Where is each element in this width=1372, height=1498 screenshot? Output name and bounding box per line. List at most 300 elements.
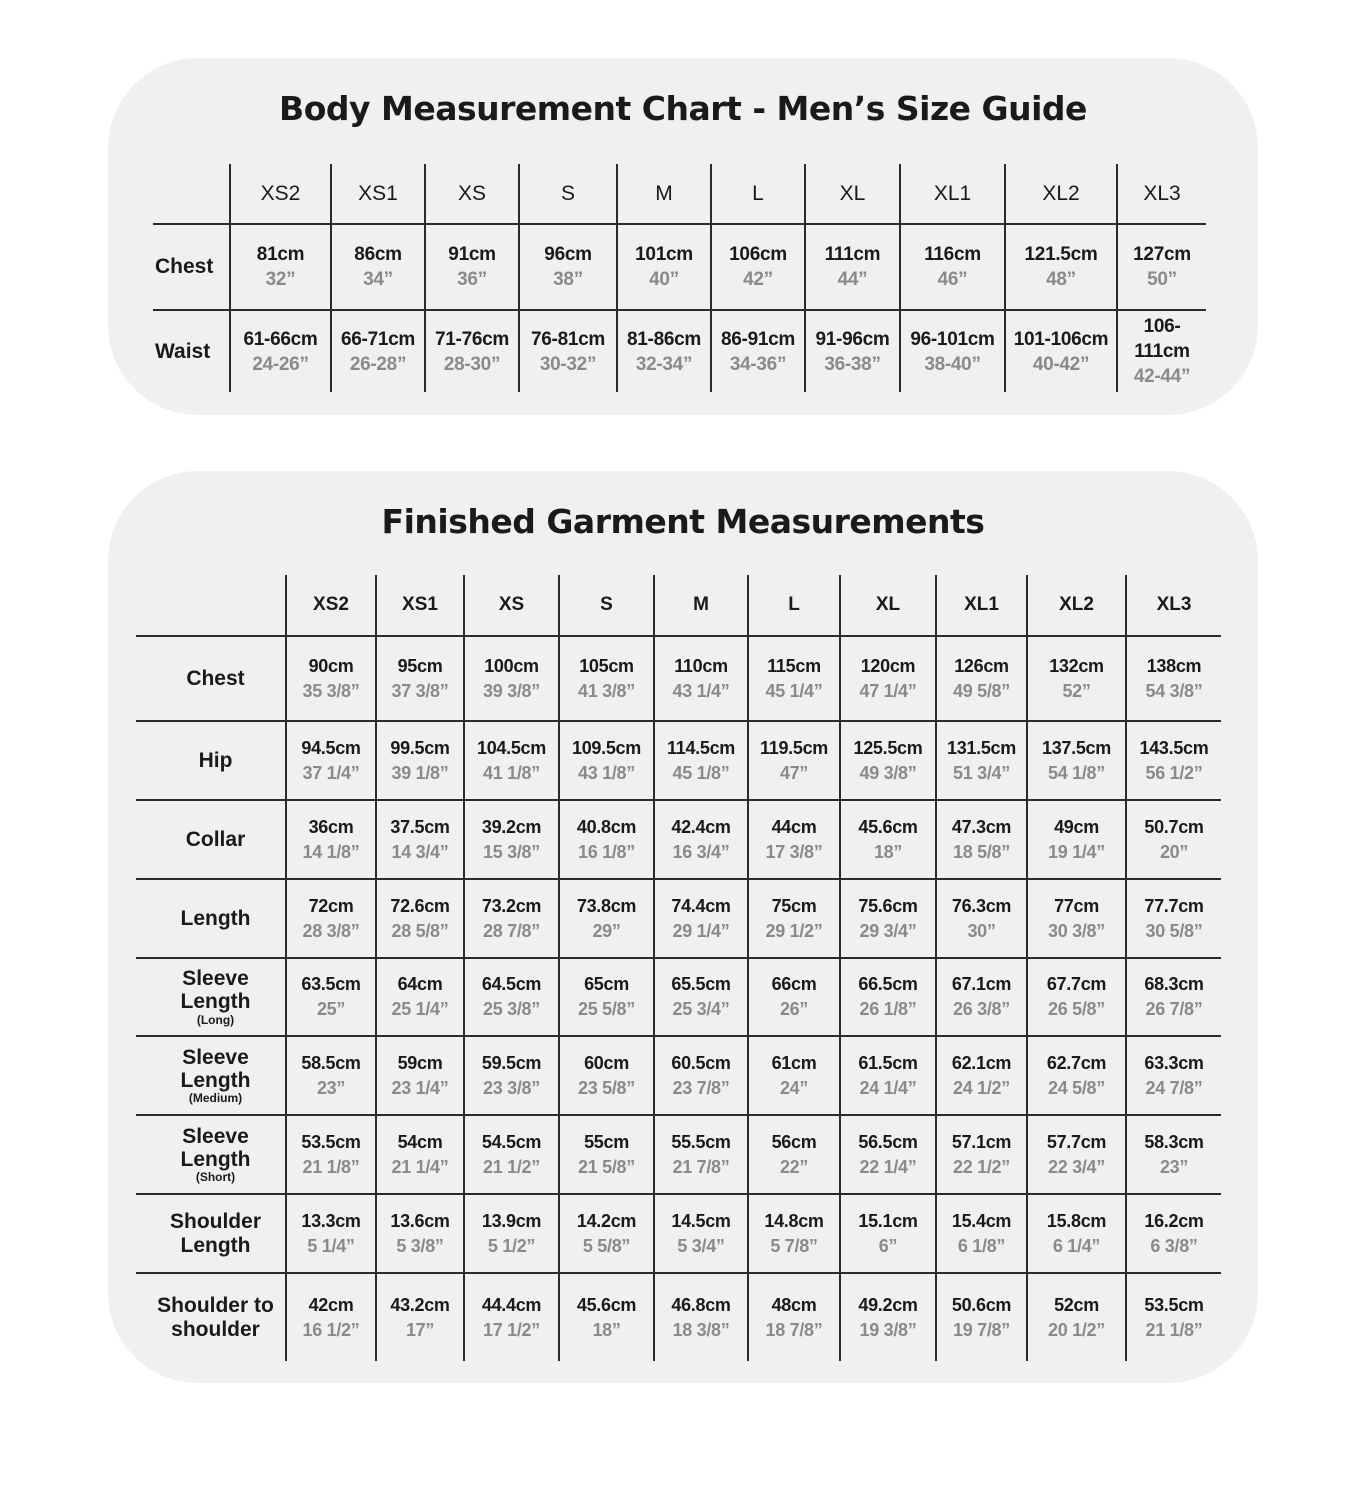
measurement-cell	[1027, 1036, 1126, 1115]
measurement-cell	[376, 1273, 464, 1361]
size-header: L	[748, 575, 840, 636]
inch-value: 26 5/8”	[1048, 999, 1105, 1019]
inch-value: 23”	[316, 1077, 346, 1098]
measurement-cell	[840, 1115, 936, 1194]
measurement-cell	[376, 636, 464, 721]
inch-value: 56 1/2”	[1145, 762, 1203, 783]
row-label-text: Shoulder to shoulder	[157, 1294, 274, 1341]
inch-value: 36”	[457, 269, 487, 290]
row-label-text: Hip	[198, 748, 233, 772]
measurement-cell	[331, 224, 425, 310]
cm-value: 15.1cm	[858, 1210, 918, 1231]
measurement-cell	[936, 958, 1027, 1036]
inch-value: 43 1/8”	[578, 762, 635, 783]
inch-value: 38-40”	[924, 353, 981, 375]
measurement-cell	[1126, 636, 1221, 721]
cm-value: 44cm	[771, 816, 817, 837]
size-header: XL2	[1027, 575, 1126, 636]
garment-measurement-panel	[108, 471, 1258, 1383]
inch-value: 21 5/8”	[578, 1156, 635, 1177]
cm-value: 72cm	[308, 895, 354, 916]
row-label-text: Shoulder Length	[169, 1210, 261, 1257]
inch-value: 24 1/4”	[859, 1077, 917, 1098]
inch-value: 21 1/4”	[391, 1156, 449, 1177]
measurement-cell	[286, 1036, 376, 1115]
cm-value: 15.8cm	[1046, 1210, 1107, 1231]
measurement-cell	[711, 224, 805, 310]
inch-value: 34”	[363, 269, 393, 290]
measurement-cell	[748, 800, 840, 879]
inch-value: 19 1/4”	[1048, 841, 1105, 862]
cm-value: 37.5cm	[390, 816, 450, 837]
cm-value: 75cm	[771, 895, 817, 916]
row-label-text: Sleeve Length	[180, 967, 251, 1014]
size-header: XL	[805, 164, 900, 224]
measurement-cell	[331, 310, 425, 392]
inch-value: 28-30”	[443, 353, 501, 375]
cm-value: 46.8cm	[671, 1294, 731, 1315]
cm-value: 110cm	[674, 655, 728, 676]
inch-value: 25 5/8”	[578, 999, 635, 1019]
size-header: XS1	[376, 575, 464, 636]
inch-value: 22 1/2”	[953, 1156, 1010, 1177]
cm-value: 99.5cm	[390, 737, 450, 758]
measurement-cell	[617, 224, 711, 310]
cm-value: 71-76cm	[435, 328, 509, 350]
inch-value: 14 3/4”	[391, 841, 449, 862]
inch-value: 38”	[553, 269, 583, 290]
cm-value: 81-86cm	[627, 328, 701, 350]
cm-value: 40.8cm	[576, 816, 637, 837]
cm-value: 62.7cm	[1046, 1052, 1107, 1073]
inch-value: 23”	[1159, 1156, 1189, 1177]
size-header: M	[617, 164, 711, 224]
cm-value: 55.5cm	[671, 1131, 731, 1152]
measurement-cell	[1126, 1036, 1221, 1115]
cm-value: 106cm	[729, 244, 787, 265]
corner-cell	[136, 575, 286, 636]
body-measurement-panel	[108, 58, 1258, 415]
inch-value: 22 3/4”	[1048, 1156, 1105, 1177]
measurement-cell	[711, 310, 805, 392]
inch-value: 37 3/8”	[391, 680, 449, 701]
measurement-cell	[559, 1194, 654, 1273]
size-header: XS1	[331, 164, 425, 224]
inch-value: 5 3/8”	[396, 1235, 444, 1256]
measurement-cell	[286, 1273, 376, 1361]
inch-value: 25 3/8”	[483, 999, 540, 1019]
inch-value: 6”	[878, 1235, 898, 1256]
measurement-cell	[936, 721, 1027, 800]
inch-value: 50”	[1147, 269, 1177, 290]
measurement-cell	[376, 879, 464, 958]
cm-value: 16.2cm	[1144, 1210, 1204, 1231]
cm-value: 137.5cm	[1042, 737, 1111, 758]
table-row	[136, 879, 1221, 958]
measurement-cell	[559, 1273, 654, 1361]
measurement-cell	[376, 1115, 464, 1194]
cm-value: 53.5cm	[301, 1131, 361, 1152]
cm-value: 59cm	[397, 1052, 443, 1073]
measurement-cell	[840, 1273, 936, 1361]
measurement-cell	[1027, 1194, 1126, 1273]
inch-value: 19 7/8”	[953, 1319, 1010, 1340]
measurement-cell	[654, 1036, 748, 1115]
inch-value: 5 7/8”	[770, 1235, 818, 1256]
measurement-cell	[936, 800, 1027, 879]
measurement-cell	[559, 1115, 654, 1194]
measurement-cell	[1005, 310, 1117, 392]
row-label	[136, 1273, 286, 1361]
cm-value: 138cm	[1146, 655, 1202, 676]
inch-value: 30 3/8”	[1048, 920, 1105, 941]
inch-value: 6 1/4”	[1052, 1235, 1101, 1256]
measurement-cell	[286, 800, 376, 879]
measurement-cell	[840, 879, 936, 958]
cm-value: 94.5cm	[301, 737, 361, 758]
cm-value: 65cm	[584, 974, 629, 994]
measurement-cell	[654, 721, 748, 800]
table-row	[136, 958, 1221, 1036]
row-label-text: Chest	[155, 255, 214, 279]
row-label-text: Chest	[186, 666, 245, 690]
inch-value: 29”	[592, 920, 621, 941]
table-row	[136, 721, 1221, 800]
measurement-cell	[1126, 1273, 1221, 1361]
measurement-cell	[464, 636, 559, 721]
inch-value: 52”	[1062, 680, 1091, 701]
measurement-cell	[654, 800, 748, 879]
inch-value: 24”	[779, 1077, 809, 1098]
cm-value: 60cm	[584, 1052, 629, 1073]
measurement-cell	[464, 1273, 559, 1361]
garment-measurement-table	[136, 575, 1221, 1361]
size-header: XL	[840, 575, 936, 636]
inch-value: 49 5/8”	[953, 680, 1010, 701]
measurement-cell	[936, 1194, 1027, 1273]
row-label	[153, 310, 230, 392]
row-sublabel: (Medium)	[188, 1091, 243, 1105]
inch-value: 29 1/4”	[672, 920, 730, 941]
cm-value: 50.6cm	[951, 1294, 1012, 1315]
measurement-cell	[559, 636, 654, 721]
cm-value: 96-101cm	[910, 328, 995, 350]
cm-value: 49.2cm	[858, 1294, 918, 1315]
cm-value: 57.7cm	[1046, 1131, 1107, 1152]
cm-value: 52cm	[1054, 1294, 1099, 1315]
cm-value: 58.3cm	[1144, 1131, 1204, 1152]
measurement-cell	[805, 224, 900, 310]
measurement-cell	[464, 1194, 559, 1273]
measurement-cell	[1027, 879, 1126, 958]
cm-value: 119.5cm	[760, 737, 828, 758]
inch-value: 29 3/4”	[859, 920, 917, 941]
cm-value: 126cm	[954, 655, 1009, 676]
measurement-cell	[559, 721, 654, 800]
measurement-cell	[1027, 636, 1126, 721]
cm-value: 42.4cm	[671, 816, 731, 837]
inch-value: 24 5/8”	[1048, 1077, 1105, 1098]
inch-value: 29 1/2”	[765, 920, 823, 941]
cm-value: 57.1cm	[951, 1131, 1012, 1152]
inch-value: 5 3/4”	[677, 1235, 725, 1256]
cm-value: 15.4cm	[951, 1210, 1012, 1231]
cm-value: 59.5cm	[481, 1052, 542, 1073]
cm-value: 13.9cm	[481, 1210, 542, 1231]
cm-value: 61-66cm	[243, 328, 318, 350]
row-label	[136, 958, 286, 1036]
inch-value: 24 7/8”	[1145, 1077, 1203, 1098]
cm-value: 36cm	[308, 816, 354, 837]
size-header: XL1	[900, 164, 1005, 224]
cm-value: 68.3cm	[1144, 974, 1204, 994]
measurement-cell	[376, 800, 464, 879]
measurement-cell	[748, 1115, 840, 1194]
row-label	[153, 224, 230, 310]
cm-value: 48cm	[771, 1294, 817, 1315]
table-row	[136, 1036, 1221, 1115]
measurement-cell	[748, 1036, 840, 1115]
cm-value: 66-71cm	[341, 328, 415, 350]
cm-value: 86cm	[354, 244, 402, 265]
measurement-cell	[840, 636, 936, 721]
inch-value: 23 7/8”	[672, 1077, 730, 1098]
measurement-cell	[519, 224, 617, 310]
cm-value: 54.5cm	[481, 1131, 542, 1152]
measurement-cell	[748, 1194, 840, 1273]
row-label	[136, 1194, 286, 1273]
measurement-cell	[519, 310, 617, 392]
measurement-cell	[559, 879, 654, 958]
inch-value: 18”	[592, 1319, 621, 1340]
inch-value: 35 3/8”	[302, 680, 360, 701]
cm-value: 100cm	[484, 655, 539, 676]
size-header: XS	[464, 575, 559, 636]
measurement-cell	[559, 958, 654, 1036]
measurement-cell	[464, 721, 559, 800]
inch-value: 37 1/4”	[302, 762, 360, 783]
inch-value: 54 3/8”	[1145, 680, 1203, 701]
measurement-cell	[464, 958, 559, 1036]
cm-value: 132cm	[1049, 655, 1104, 676]
inch-value: 46”	[937, 269, 968, 290]
inch-value: 22 1/4”	[859, 1156, 917, 1177]
inch-value: 28 5/8”	[391, 920, 449, 941]
row-label-text: Sleeve Length	[180, 1045, 251, 1092]
measurement-cell	[376, 1194, 464, 1273]
inch-value: 17”	[405, 1319, 435, 1340]
measurement-cell	[654, 1115, 748, 1194]
inch-value: 18 7/8”	[765, 1319, 823, 1340]
cm-value: 54cm	[397, 1131, 443, 1152]
measurement-cell	[1117, 310, 1206, 392]
measurement-cell	[286, 721, 376, 800]
inch-value: 23 1/4”	[391, 1077, 449, 1098]
cm-value: 76.3cm	[951, 895, 1012, 916]
row-label	[136, 636, 286, 721]
cm-value: 64.5cm	[481, 974, 542, 994]
measurement-cell	[1027, 1273, 1126, 1361]
measurement-cell	[425, 224, 519, 310]
cm-value: 90cm	[308, 655, 354, 676]
measurement-cell	[654, 958, 748, 1036]
inch-value: 42-44”	[1133, 366, 1191, 387]
inch-value: 18 3/8”	[672, 1319, 730, 1340]
cm-value: 101cm	[635, 244, 693, 265]
cm-value: 14.8cm	[764, 1210, 824, 1231]
row-sublabel: (Long)	[196, 1012, 235, 1027]
cm-value: 45.6cm	[576, 1294, 637, 1315]
cm-value: 66.5cm	[858, 974, 918, 994]
cm-value: 73.2cm	[481, 895, 542, 916]
table-row	[153, 310, 1206, 392]
table-row	[136, 1115, 1221, 1194]
table-row	[136, 800, 1221, 879]
size-header: XL1	[936, 575, 1027, 636]
measurement-cell	[559, 800, 654, 879]
measurement-cell	[1126, 721, 1221, 800]
measurement-cell	[559, 1036, 654, 1115]
cm-value: 81cm	[256, 244, 305, 265]
inch-value: 21 1/8”	[1145, 1319, 1203, 1340]
cm-value: 121.5cm	[1024, 244, 1098, 265]
cm-value: 42cm	[308, 1294, 354, 1315]
row-label-text: Length	[180, 906, 251, 930]
inch-value: 48”	[1046, 269, 1076, 290]
measurement-cell	[748, 879, 840, 958]
cm-value: 65.5cm	[671, 974, 731, 994]
inch-value: 30 5/8”	[1145, 920, 1203, 941]
inch-value: 14 1/8”	[302, 841, 360, 862]
table-row	[136, 636, 1221, 721]
cm-value: 62.1cm	[951, 1052, 1012, 1073]
cm-value: 109.5cm	[572, 737, 641, 758]
cm-value: 63.5cm	[301, 974, 361, 994]
measurement-cell	[654, 1273, 748, 1361]
inch-value: 41 3/8”	[578, 680, 635, 701]
cm-value: 131.5cm	[947, 737, 1016, 758]
inch-value: 39 1/8”	[391, 762, 449, 783]
inch-value: 26 7/8”	[1145, 999, 1203, 1019]
cm-value: 60.5cm	[671, 1052, 731, 1073]
inch-value: 45 1/8”	[672, 762, 730, 783]
inch-value: 28 7/8”	[483, 920, 540, 941]
cm-value: 106-111cm	[1134, 316, 1190, 362]
inch-value: 20”	[1159, 841, 1189, 862]
measurement-cell	[286, 958, 376, 1036]
measurement-cell	[1117, 224, 1206, 310]
row-label	[136, 800, 286, 879]
cm-value: 77.7cm	[1144, 895, 1204, 916]
cm-value: 120cm	[860, 655, 916, 676]
inch-value: 47”	[779, 762, 809, 783]
cm-value: 55cm	[584, 1131, 629, 1152]
row-sublabel: (Short)	[195, 1170, 236, 1184]
measurement-cell	[286, 1115, 376, 1194]
size-header: XS2	[230, 164, 331, 224]
inch-value: 24-26”	[252, 353, 309, 375]
cm-value: 66cm	[771, 974, 817, 994]
inch-value: 25 3/4”	[672, 999, 730, 1019]
inch-value: 34-36”	[729, 353, 787, 375]
inch-value: 41 1/8”	[483, 762, 540, 783]
garment-chart-title: Finished Garment Measurements	[381, 502, 985, 541]
measurement-cell	[748, 721, 840, 800]
measurement-cell	[900, 224, 1005, 310]
body-measurement-table	[153, 164, 1206, 392]
inch-value: 40-42”	[1032, 353, 1090, 375]
inch-value: 21 1/8”	[302, 1156, 360, 1177]
row-label-text: Waist	[155, 339, 211, 363]
measurement-cell	[230, 224, 331, 310]
cm-value: 45.6cm	[858, 816, 918, 837]
measurement-cell	[840, 1036, 936, 1115]
inch-value: 43 1/4”	[672, 680, 730, 701]
table-row	[153, 224, 1206, 310]
measurement-cell	[840, 800, 936, 879]
inch-value: 16 3/4”	[672, 841, 730, 862]
cm-value: 61.5cm	[858, 1052, 918, 1073]
cm-value: 114.5cm	[667, 737, 735, 758]
cm-value: 53.5cm	[1144, 1294, 1204, 1315]
size-header-row	[153, 164, 1206, 224]
inch-value: 23 5/8”	[578, 1077, 635, 1098]
inch-value: 21 1/2”	[483, 1156, 540, 1177]
measurement-cell	[1005, 224, 1117, 310]
measurement-cell	[1027, 1115, 1126, 1194]
measurement-cell	[1126, 958, 1221, 1036]
cm-value: 72.6cm	[390, 895, 450, 916]
measurement-cell	[464, 800, 559, 879]
inch-value: 32”	[265, 269, 296, 290]
measurement-cell	[936, 879, 1027, 958]
inch-value: 30”	[967, 920, 996, 941]
cm-value: 143.5cm	[1139, 737, 1209, 758]
measurement-cell	[936, 1036, 1027, 1115]
measurement-cell	[286, 879, 376, 958]
measurement-cell	[376, 721, 464, 800]
inch-value: 49 3/8”	[859, 762, 917, 783]
cm-value: 101-106cm	[1013, 328, 1109, 350]
measurement-cell	[464, 879, 559, 958]
inch-value: 6 3/8”	[1150, 1235, 1198, 1256]
measurement-cell	[1126, 1194, 1221, 1273]
size-header: XS2	[286, 575, 376, 636]
inch-value: 6 1/8”	[957, 1235, 1006, 1256]
measurement-cell	[805, 310, 900, 392]
corner-cell	[153, 164, 230, 224]
cm-value: 44.4cm	[481, 1294, 542, 1315]
inch-value: 21 7/8”	[672, 1156, 730, 1177]
measurement-cell	[1126, 1115, 1221, 1194]
measurement-cell	[748, 1273, 840, 1361]
cm-value: 50.7cm	[1144, 816, 1204, 837]
measurement-cell	[936, 1273, 1027, 1361]
measurement-cell	[900, 310, 1005, 392]
cm-value: 14.2cm	[576, 1210, 637, 1231]
inch-value: 5 1/2”	[487, 1235, 536, 1256]
body-chart-title: Body Measurement Chart - Men’s Size Guide	[279, 89, 1087, 128]
cm-value: 13.6cm	[390, 1210, 450, 1231]
inch-value: 44”	[837, 269, 868, 290]
row-label	[136, 1036, 286, 1115]
cm-value: 13.3cm	[301, 1210, 361, 1231]
size-header: S	[559, 575, 654, 636]
measurement-cell	[1027, 800, 1126, 879]
inch-value: 16 1/8”	[578, 841, 635, 862]
inch-value: 26 1/8”	[859, 999, 917, 1019]
inch-value: 18 5/8”	[953, 841, 1010, 862]
